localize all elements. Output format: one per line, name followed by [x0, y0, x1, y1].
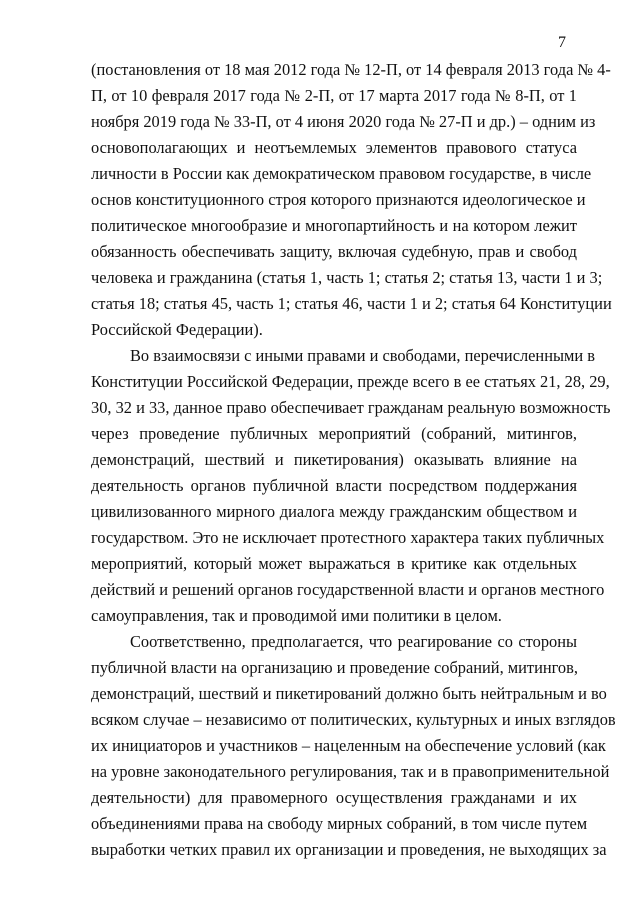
text-line: (постановления от 18 мая 2012 года № 12-П, от 14 февраля 2013 года № 4- [91, 60, 611, 79]
paragraph [91, 343, 611, 629]
paragraph [91, 57, 612, 343]
text-line: мероприятий, который может выражаться в критике как отдельных [91, 554, 577, 573]
text-line: деятельности) для правомерного осуществления гражданами и их [91, 788, 577, 807]
text-line: Во взаимосвязи с иными правами и свободами, перечисленными в [130, 346, 595, 365]
text-line: демонстраций, шествий и пикетирований должно быть нейтральным и во [91, 684, 607, 703]
text-line: выработки четких правил их организации и проведения, не выходящих за [91, 840, 607, 859]
text-line: обязанность обеспечивать защиту, включая судебную, прав и свобод [91, 242, 577, 261]
text-line: Российской Федерации). [91, 320, 263, 339]
text-line: через проведение публичных мероприятий (собраний, митингов, [91, 424, 577, 443]
text-line: статья 18; статья 45, часть 1; статья 46, части 1 и 2; статья 64 Конституции [91, 294, 612, 313]
text-line: политическое многообразие и многопартийность и на котором лежит [91, 216, 577, 235]
document-body [91, 57, 616, 863]
text-line: публичной власти на организацию и проведение собраний, митингов, [91, 658, 578, 677]
text-line: цивилизованного мирного диалога между гражданским обществом и [91, 502, 577, 521]
text-line: 30, 32 и 33, данное право обеспечивает гражданам реальную возможность [91, 398, 611, 417]
text-line: личности в России как демократическом правовом государстве, в числе [91, 164, 592, 183]
page-number: 7 [558, 34, 566, 51]
text-line: всяком случае – независимо от политических, культурных и иных взглядов [91, 710, 616, 729]
text-line: основ конституционного строя которого признаются идеологическое и [91, 190, 586, 209]
text-line: деятельность органов публичной власти посредством поддержания [91, 476, 577, 495]
text-line: на уровне законодательного регулирования, так и в правоприменительной [91, 762, 610, 781]
text-line: основополагающих и неотъемлемых элементов правового статуса [91, 138, 577, 157]
text-line: объединениями права на свободу мирных собраний, в том числе путем [91, 814, 588, 833]
text-line: действий и решений органов государственной власти и органов местного [91, 580, 605, 599]
paragraph [91, 629, 616, 863]
text-line: П, от 10 февраля 2017 года № 2-П, от 17 марта 2017 года № 8-П, от 1 [91, 86, 577, 105]
text-line: самоуправления, так и проводимой ими политики в целом. [91, 606, 502, 625]
text-line: их инициаторов и участников – нацеленным на обеспечение условий (как [91, 736, 606, 755]
text-line: демонстраций, шествий и пикетирования) оказывать влияние на [91, 450, 577, 469]
text-line: государством. Это не исключает протестного характера таких публичных [91, 528, 605, 547]
text-line: ноября 2019 года № 33-П, от 4 июня 2020 года № 27-П и др.) – одним из [91, 112, 596, 131]
text-line: Конституции Российской Федерации, прежде всего в ее статьях 21, 28, 29, [91, 372, 610, 391]
text-line: Соответственно, предполагается, что реагирование со стороны [130, 632, 577, 651]
text-line: человека и гражданина (статья 1, часть 1; статья 2; статья 13, части 1 и 3; [91, 268, 603, 287]
